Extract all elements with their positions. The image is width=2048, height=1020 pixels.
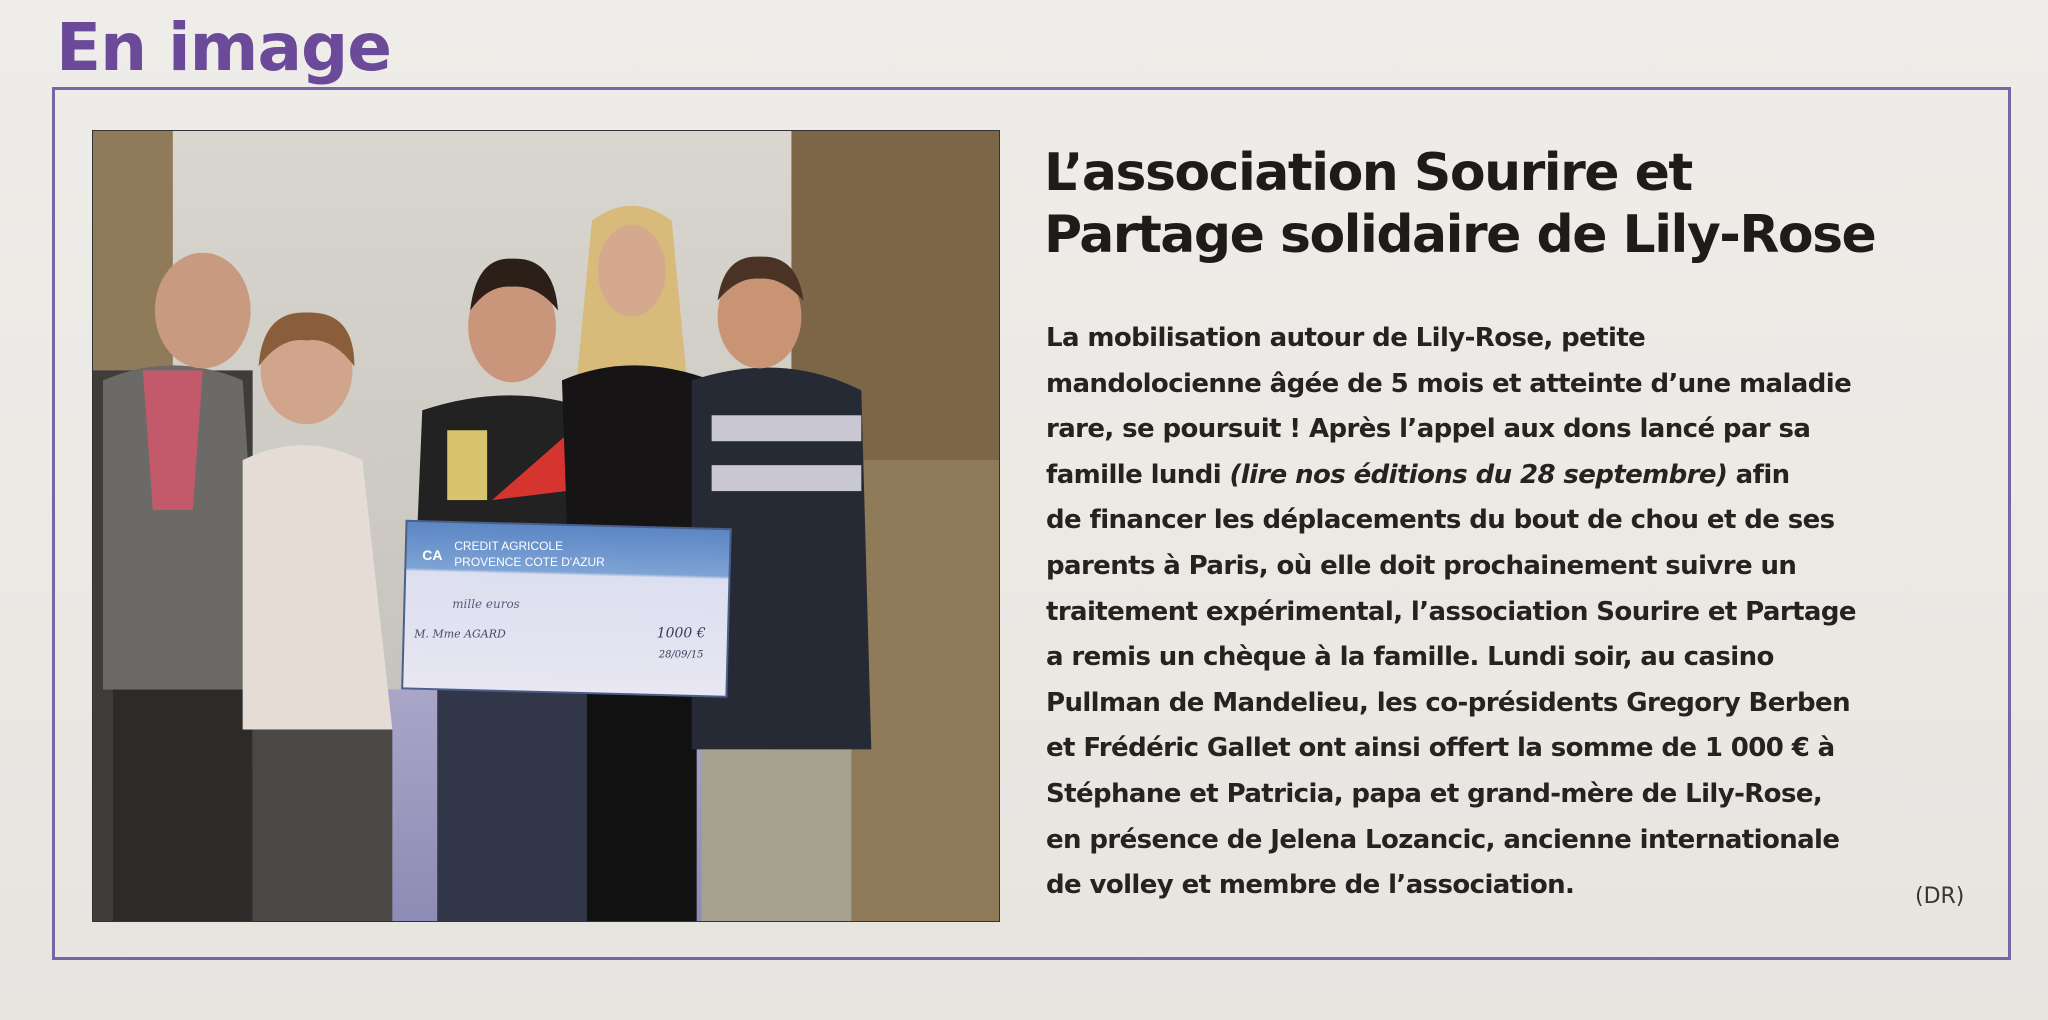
body-line: a remis un chèque à la famille. Lundi soir, au casino (1046, 642, 1774, 673)
headline-line-2: Partage solidaire de Lily-Rose (1044, 205, 1876, 265)
photo-credit: (DR) (1915, 884, 1965, 909)
cheque-bank-name-2: PROVENCE COTE D'AZUR (454, 554, 605, 569)
body-line: et Frédéric Gallet ont ainsi offert la somme de 1 000 € à (1046, 733, 1835, 764)
giant-cheque (402, 521, 731, 697)
body-line: parents à Paris, où elle doit prochainement suivre un (1046, 550, 1797, 581)
article-photo (92, 130, 1000, 922)
cheque-payee: M. Mme AGARD (414, 627, 506, 641)
cheque-date: 28/09/15 (658, 649, 704, 661)
body-line: traitement expérimental, l’association Sourire et Partage (1046, 596, 1856, 627)
body-line: en présence de Jelena Lozancic, ancienne internationale (1046, 824, 1840, 855)
body-line: Stéphane et Patricia, papa et grand-mère de Lily-Rose, (1046, 778, 1823, 809)
body-line: Pullman de Mandelieu, les co-présidents Gregory Berben (1046, 687, 1850, 718)
body-line: rare, se poursuit ! Après l’appel aux dons lancé par sa (1046, 414, 1811, 445)
body-line (1046, 453, 1990, 499)
article-headline (1044, 142, 1984, 266)
body-text-segment: afin (1727, 459, 1790, 490)
body-italic-reference: (lire nos éditions du 28 septembre) (1229, 459, 1728, 490)
article-body (1046, 316, 1990, 909)
body-text-segment: famille lundi (1046, 459, 1230, 490)
headline-line-1: L’association Sourire et (1044, 143, 1692, 203)
body-line: de financer les déplacements du bout de chou et de ses (1046, 505, 1835, 536)
cheque-amount-words: mille euros (452, 596, 520, 611)
body-line: mandolocienne âgée de 5 mois et atteinte d’une maladie (1046, 368, 1852, 399)
photo-illustration (93, 131, 999, 921)
body-line: La mobilisation autour de Lily-Rose, petite (1046, 323, 1646, 353)
cheque-amount: 1000 € (656, 625, 706, 642)
section-label: En image (56, 9, 391, 86)
cheque-bank-name-1: CREDIT AGRICOLE (454, 538, 564, 553)
body-line: de volley et membre de l’association. (1046, 870, 1575, 901)
cheque-bank-logo: CA (422, 546, 443, 563)
